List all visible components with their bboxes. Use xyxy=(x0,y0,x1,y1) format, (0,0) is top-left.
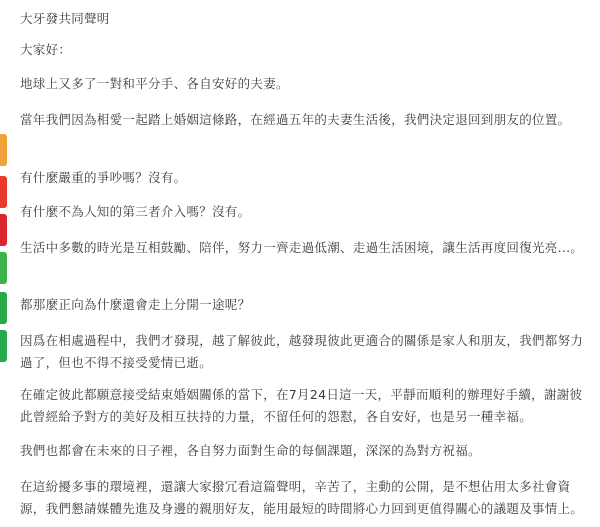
paragraph-greeting: 大家好： xyxy=(20,42,72,57)
share-tab-red[interactable] xyxy=(0,176,7,208)
statement-title: 大牙發共同聲明 xyxy=(20,11,110,26)
paragraph-6: 都那麼正向為什麼還會走上分開一途呢？ xyxy=(20,297,251,312)
paragraph-3: 有什麼嚴重的爭吵嗎？沒有。 xyxy=(20,170,187,185)
share-sidebar xyxy=(0,0,8,527)
share-tab-red-2[interactable] xyxy=(0,214,7,246)
paragraph-1: 地球上又多了一對和平分手、各自安好的夫妻。 xyxy=(20,76,289,91)
paragraph-8: 在確定彼此都願意接受結束婚姻關係的當下，在7月24日這一天，平靜而順利的辦理好手續，謝謝彼此曾經給予對方的美好及相互扶持的力量，不留任何的怨懟，各自安好，也是另一種幸福。 xyxy=(20,387,583,424)
share-tab-green-2[interactable] xyxy=(0,292,7,324)
share-tab-orange[interactable] xyxy=(0,134,7,166)
paragraph-7: 因爲在相處過程中，我們才發現，越了解彼此，越發現彼此更適合的關係是家人和朋友，我們都努力過了，但也不得不接受愛情已逝。 xyxy=(20,333,584,370)
paragraph-2: 當年我們因為相愛一起踏上婚姻這條路，在經過五年的夫妻生活後，我們決定退回到朋友的位置。 xyxy=(20,112,571,127)
paragraph-4: 有什麼不為人知的第三者介入嗎？沒有。 xyxy=(20,204,251,219)
share-tab-green[interactable] xyxy=(0,252,7,284)
share-tab-green-3[interactable] xyxy=(0,330,7,362)
paragraph-10: 在這紛擾多事的環境裡，還讓大家撥冗看這篇聲明，辛苦了，主動的公開，是不想佔用太多社會資源，我們懇請媒體先進及身邊的親朋好友，能用最短的時間將心力回到更值得關心的議題及事情上。 xyxy=(20,479,584,516)
paragraph-5: 生活中多數的時光是互相鼓勵、陪伴，努力一齊走過低潮、走過生活困境，讓生活再度回復光亮...。 xyxy=(20,240,584,255)
paragraph-9: 我們也都會在未來的日子裡，各自努力面對生命的每個課題，深深的為對方祝福。 xyxy=(20,443,481,458)
